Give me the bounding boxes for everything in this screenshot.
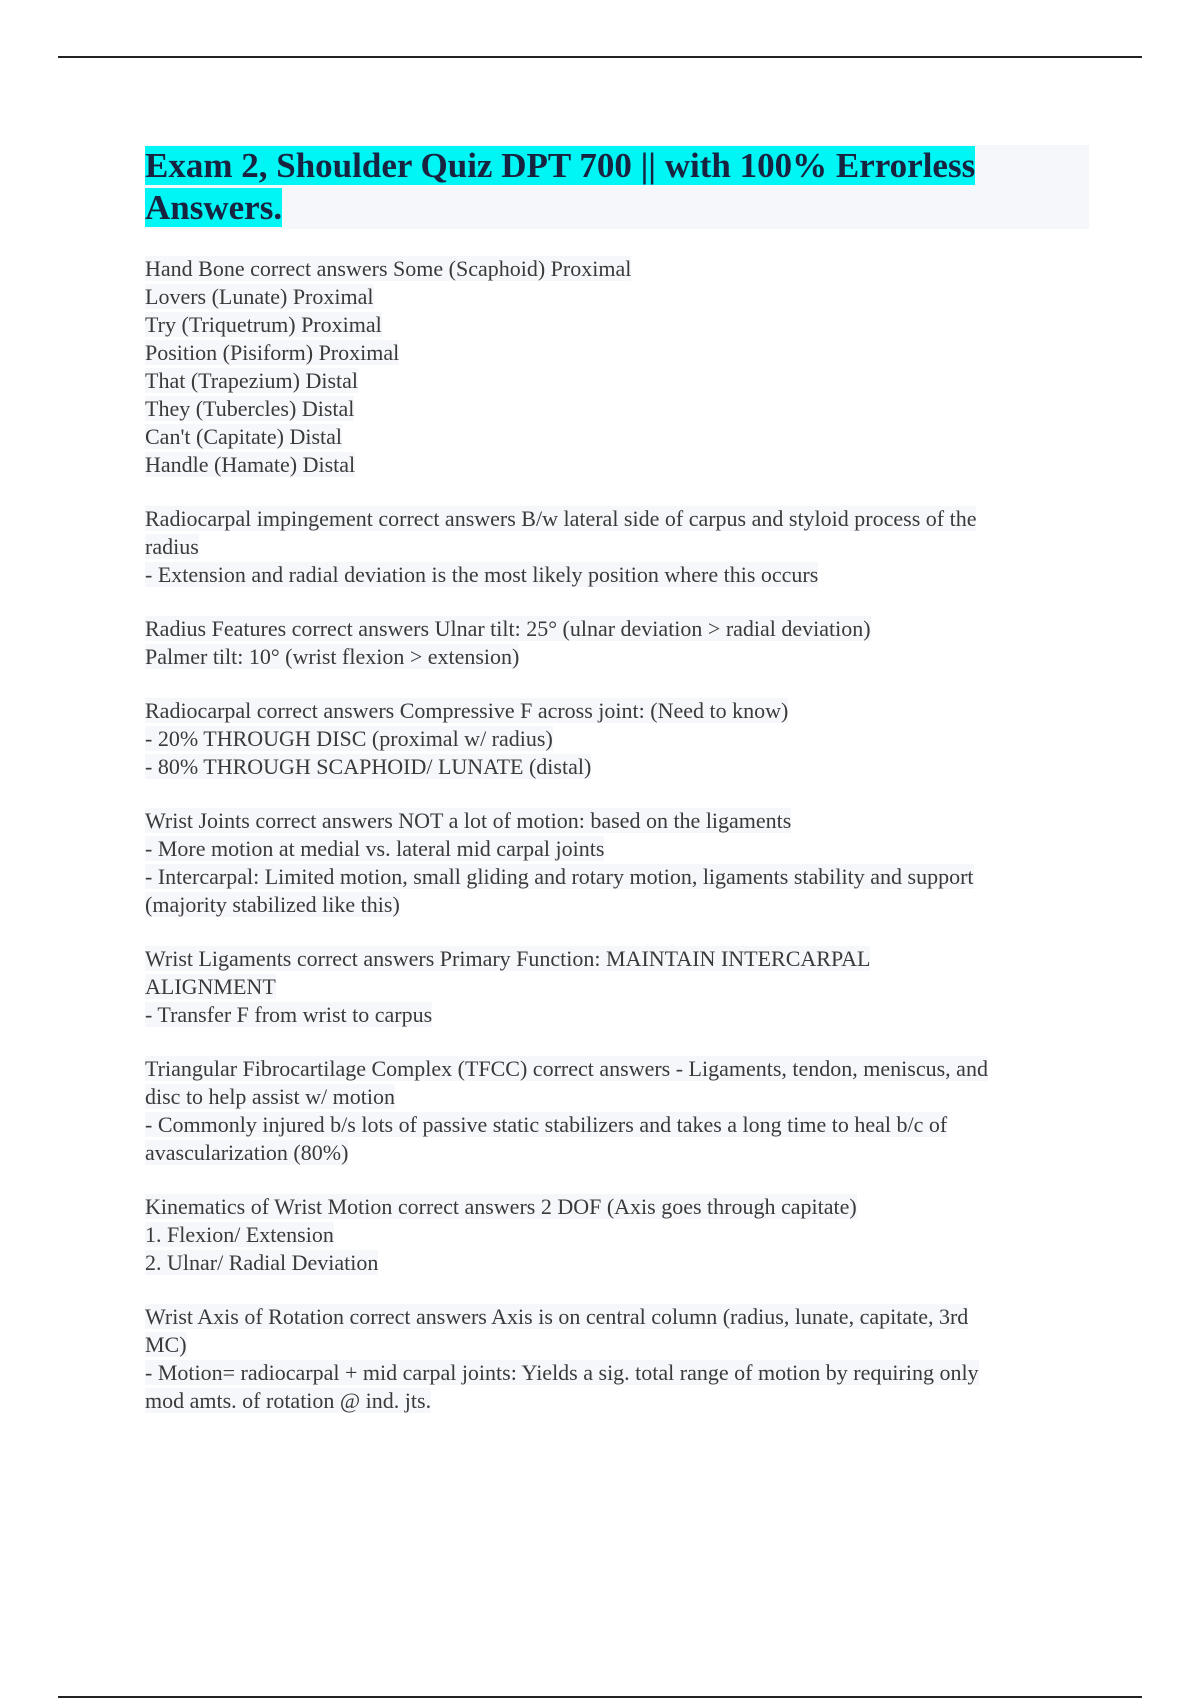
qa-entry xyxy=(145,505,1089,589)
entry-answer-line xyxy=(145,1331,1089,1359)
entry-answer-line xyxy=(145,1359,1089,1387)
bottom-rule xyxy=(58,1696,1142,1698)
entry-text: Wrist Ligaments correct answers Primary Function: MAINTAIN INTERCARPAL xyxy=(145,946,871,971)
entry-question-line xyxy=(145,697,1089,725)
entry-text: Try (Triquetrum) Proximal xyxy=(145,312,382,337)
entry-text: Can't (Capitate) Distal xyxy=(145,424,343,449)
entry-question-line xyxy=(145,807,1089,835)
entry-text: radius xyxy=(145,534,199,559)
entry-text: They (Tubercles) Distal xyxy=(145,396,355,421)
entry-text: - 20% THROUGH DISC (proximal w/ radius) xyxy=(145,726,553,751)
entry-question-line xyxy=(145,505,1089,533)
title-block xyxy=(145,145,1089,229)
entry-question-line xyxy=(145,1303,1089,1331)
entry-text: (majority stabilized like this) xyxy=(145,892,400,917)
qa-entry xyxy=(145,945,1089,1029)
entry-text: - Intercarpal: Limited motion, small gliding and rotary motion, ligaments stability and support xyxy=(145,864,974,889)
entry-text: Radiocarpal correct answers Compressive F across joint: (Need to know) xyxy=(145,698,789,723)
entry-text: Lovers (Lunate) Proximal xyxy=(145,284,374,309)
entry-answer-line xyxy=(145,973,1089,1001)
entry-text: - Commonly injured b/s lots of passive static stabilizers and takes a long time to heal b/c of xyxy=(145,1112,948,1137)
entry-text: - Transfer F from wrist to carpus xyxy=(145,1002,433,1027)
entry-answer-line xyxy=(145,753,1089,781)
entry-question-line xyxy=(145,615,1089,643)
entry-text: Radiocarpal impingement correct answers B/w lateral side of carpus and styloid process of the xyxy=(145,506,977,531)
entry-text: - Motion= radiocarpal + mid carpal joints: Yields a sig. total range of motion by requiring only xyxy=(145,1360,979,1385)
entry-text: - Extension and radial deviation is the most likely position where this occurs xyxy=(145,562,819,587)
entry-answer-line xyxy=(145,1221,1089,1249)
document-body xyxy=(145,145,1089,1441)
entry-answer-line xyxy=(145,533,1089,561)
entry-text: avascularization (80%) xyxy=(145,1140,349,1165)
entry-question-line xyxy=(145,1193,1089,1221)
entry-answer-line xyxy=(145,367,1089,395)
qa-entry xyxy=(145,697,1089,781)
qa-entry xyxy=(145,1303,1089,1415)
entry-answer-line xyxy=(145,891,1089,919)
entry-answer-line xyxy=(145,561,1089,589)
entry-text: ALIGNMENT xyxy=(145,974,276,999)
entry-answer-line xyxy=(145,1387,1089,1415)
entry-answer-line xyxy=(145,643,1089,671)
entry-text: - More motion at medial vs. lateral mid carpal joints xyxy=(145,836,605,861)
entry-answer-line xyxy=(145,1111,1089,1139)
entry-text: Triangular Fibrocartilage Complex (TFCC) correct answers - Ligaments, tendon, meniscus, and xyxy=(145,1056,988,1081)
entry-answer-line xyxy=(145,451,1089,479)
entry-answer-line xyxy=(145,1083,1089,1111)
qa-entry xyxy=(145,615,1089,671)
entry-text: 1. Flexion/ Extension xyxy=(145,1222,334,1247)
entry-answer-line xyxy=(145,725,1089,753)
top-rule xyxy=(58,56,1142,58)
entry-text: 2. Ulnar/ Radial Deviation xyxy=(145,1250,379,1275)
entry-question-line xyxy=(145,945,1089,973)
entry-text: Wrist Joints correct answers NOT a lot of motion: based on the ligaments xyxy=(145,808,792,833)
entry-answer-line xyxy=(145,863,1089,891)
entry-answer-line xyxy=(145,283,1089,311)
entry-text: disc to help assist w/ motion xyxy=(145,1084,395,1109)
entry-answer-line xyxy=(145,423,1089,451)
entry-answer-line xyxy=(145,1249,1089,1277)
entry-answer-line xyxy=(145,339,1089,367)
entry-text: That (Trapezium) Distal xyxy=(145,368,359,393)
entry-text: Kinematics of Wrist Motion correct answers 2 DOF (Axis goes through capitate) xyxy=(145,1194,857,1219)
entry-text: Hand Bone correct answers Some (Scaphoid) Proximal xyxy=(145,256,632,281)
qa-entry xyxy=(145,807,1089,919)
entry-text: Wrist Axis of Rotation correct answers Axis is on central column (radius, lunate, capitate, 3rd xyxy=(145,1304,969,1329)
entry-text: Handle (Hamate) Distal xyxy=(145,452,356,477)
entry-text: MC) xyxy=(145,1332,187,1357)
entry-text: - 80% THROUGH SCAPHOID/ LUNATE (distal) xyxy=(145,754,592,779)
qa-entry xyxy=(145,255,1089,479)
entry-question-line xyxy=(145,255,1089,283)
entry-answer-line xyxy=(145,311,1089,339)
entry-text: Palmer tilt: 10° (wrist flexion > extension) xyxy=(145,644,520,669)
qa-entry xyxy=(145,1193,1089,1277)
entry-question-line xyxy=(145,1055,1089,1083)
entry-answer-line xyxy=(145,1001,1089,1029)
qa-entry xyxy=(145,1055,1089,1167)
entry-answer-line xyxy=(145,395,1089,423)
entry-text: Radius Features correct answers Ulnar tilt: 25° (ulnar deviation > radial deviation) xyxy=(145,616,871,641)
title-highlight: Exam 2, Shoulder Quiz DPT 700 || with 100% Errorless Answers. xyxy=(145,146,976,227)
entry-text: Position (Pisiform) Proximal xyxy=(145,340,400,365)
entry-text: mod amts. of rotation @ ind. jts. xyxy=(145,1388,432,1413)
document-title xyxy=(145,145,1089,229)
entry-answer-line xyxy=(145,835,1089,863)
qa-entries xyxy=(145,255,1089,1415)
entry-answer-line xyxy=(145,1139,1089,1167)
